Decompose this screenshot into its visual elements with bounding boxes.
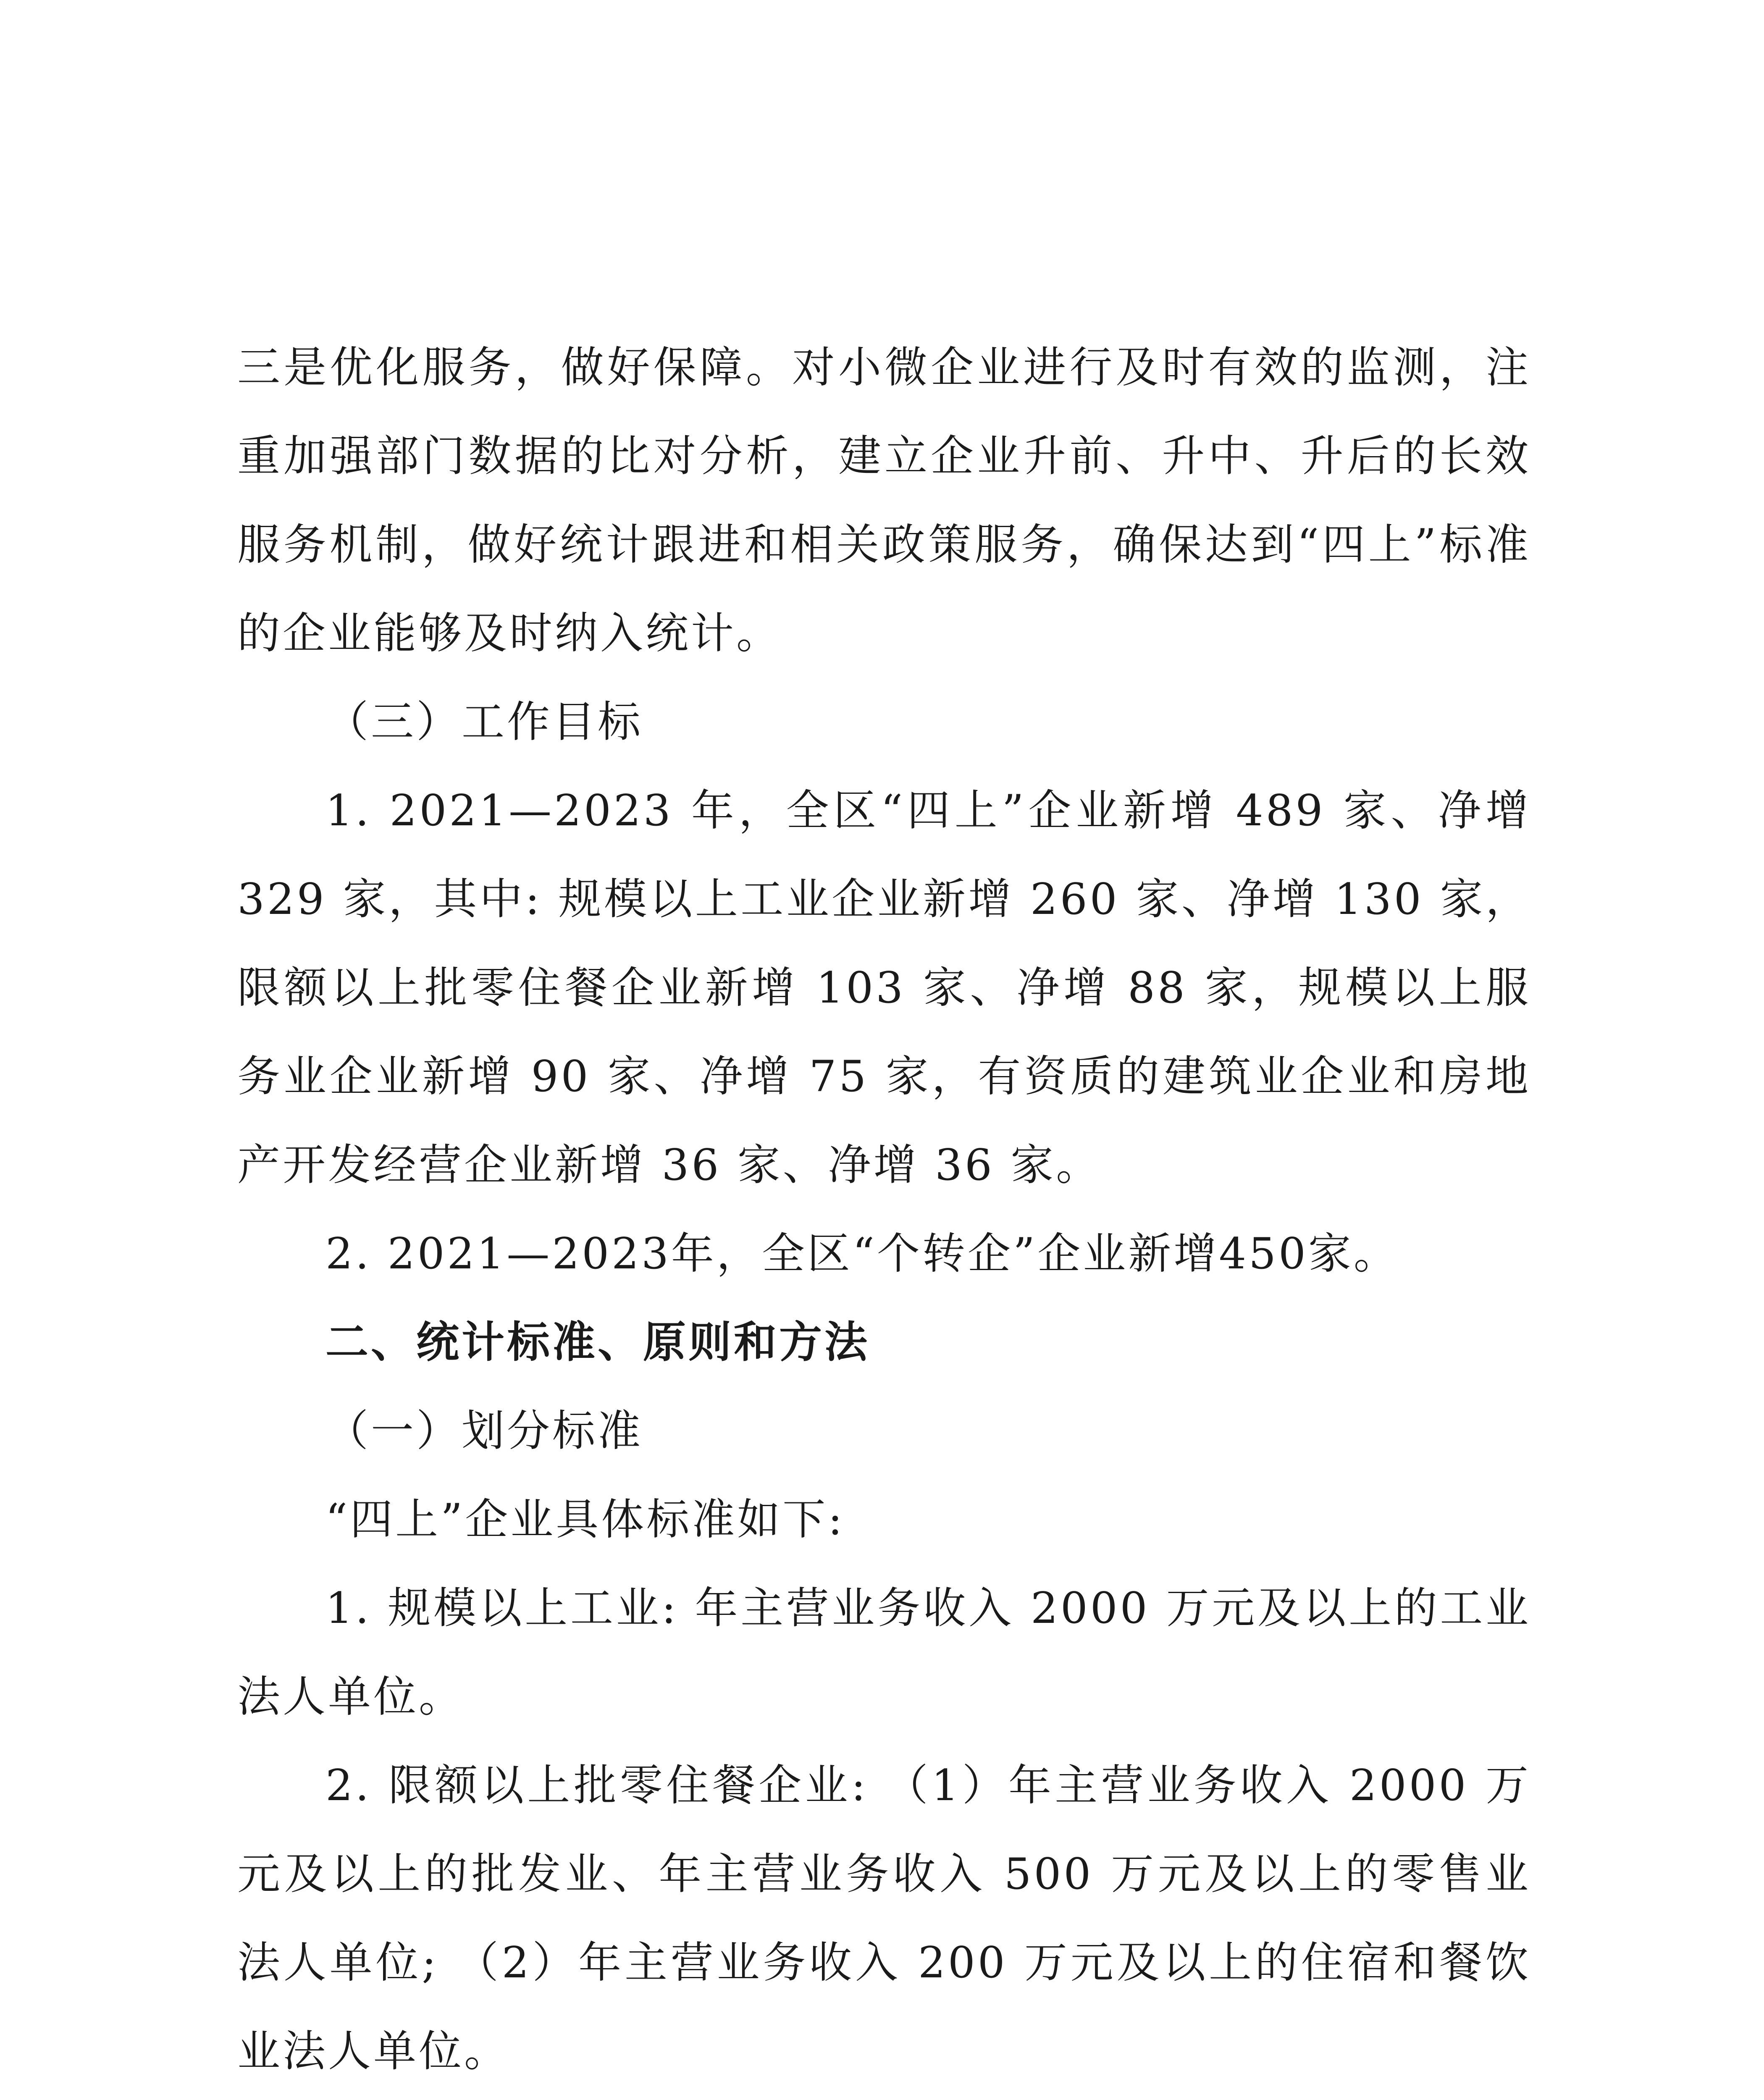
paragraph-standard-services [237,2096,1531,2100]
document-body [237,323,1531,2100]
paragraph-optimize-service: 三是优化服务，做好保障。对小微企业进行及时有效的监测，注重加强部门数据的比对分析，建立企业升前、升中、升后的长效服务机制，做好统计跟进和相关政策服务，确保达到“四上”标准的企业能够及时纳入统计。 [237,343,1531,659]
paragraph-standard-retail-catering: 2. 限额以上批零住餐企业: （1）年主营业务收入 2000 万元及以上的批发业、年主营业务收入 500 万元及以上的零售业法人单位; （2）年主营业务收入 200 万元及以上的住宿和餐饮业法人单位。 [237,1761,1531,2076]
paragraph-standards-intro: “四上”企业具体标准如下: [326,1495,845,1545]
section-heading-work-goals: （三）工作目标 [326,697,643,747]
subsection-heading-classification-standard: （一）划分标准 [326,1406,643,1456]
paragraph-standard-industry: 1. 规模以上工业: 年主营业务收入 2000 万元及以上的工业法人单位。 [237,1583,1531,1722]
paragraph-goal-2: 2. 2021—2023年，全区“个转企”企业新增450家。 [326,1229,1399,1279]
section-heading-statistics-standards: 二、统计标准、原则和方法 [326,1318,870,1368]
paragraph-goal-1: 1. 2021—2023 年，全区“四上”企业新增 489 家、净增 329 家，其中: 规模以上工业企业新增 260 家、净增 130 家，限额以上批零住餐企业新增 103 家、净增 88 家，规模以上服务业企业新增 90 家、净增 75 家，有资质的建筑业企业和房地产开发经营企业新增 36 家、净增 36 家。 [237,786,1531,1190]
